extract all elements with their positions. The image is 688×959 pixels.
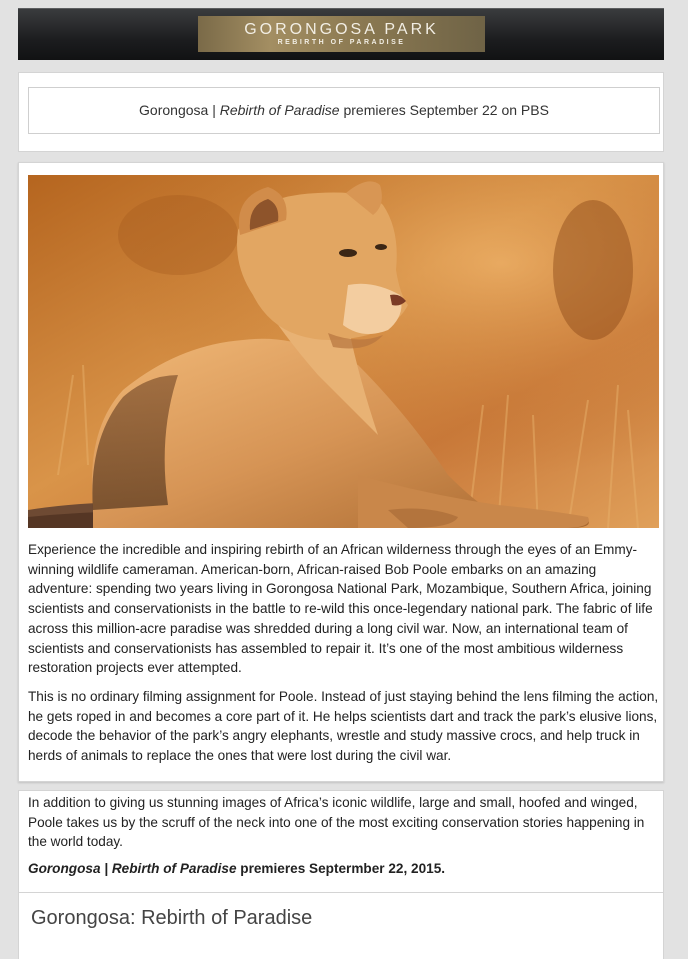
- article-card: [18, 162, 664, 782]
- premiere-banner: [28, 87, 660, 134]
- banner-show-title: Gorongosa: [139, 102, 209, 118]
- banner-separator: |: [208, 102, 220, 118]
- logo-subtitle: REBIRTH OF PARADISE: [277, 39, 406, 46]
- premiere-date-text: premieres Septermber 22, 2015.: [236, 861, 446, 876]
- article-paragraph-2: This is no ordinary filming assignment for Poole. Instead of just staying behind the lens filming the action, he gets roped in and becomes a core part of it. He helps scientists dart and track the park’s elusive lions, decode the behavior of the park’s angry elephants, wrestle and study massive crocs, and help truck in herds of animals to replace the ones that were lost during the civil war.: [28, 689, 659, 764]
- article-continuation-card: [18, 790, 664, 894]
- video-card[interactable]: [18, 892, 664, 959]
- gorongosa-park-logo[interactable]: [198, 16, 485, 52]
- premiere-show-title: Gorongosa | Rebirth of Paradise: [28, 861, 237, 876]
- site-header: [18, 8, 664, 60]
- banner-premiere-text: premieres September 22 on PBS: [339, 102, 549, 118]
- premiere-card: [18, 72, 664, 152]
- banner-episode-title: Rebirth of Paradise: [219, 102, 340, 118]
- page: [18, 0, 664, 959]
- hero-image: [28, 175, 659, 528]
- article-paragraph-3: In addition to giving us stunning images of Africa’s iconic wildlife, large and small, hoofed and winged, Poole takes us by the scruff of the neck into one of the most exciting conservation stories happening in the world today.: [28, 795, 645, 850]
- article-paragraph-1: Experience the incredible and inspiring rebirth of an African wilderness through the eyes of an Emmy-winning wildlife cameraman. American-born, African-raised Bob Poole embarks on an amazing adventure: spending two years living in Gorongosa National Park, Mozambique, Southern Africa, joining scientists and conservationists in the battle to re-wild this once-legendary national park. The fabric of life across this million-acre paradise was shredded during a long civil war. Now, an international team of scientists and conservationists has assembled to repair it. It’s one of the most ambitious wilderness restoration projects ever attempted.: [28, 542, 653, 676]
- lioness-photo: [28, 175, 659, 528]
- video-title[interactable]: Gorongosa: Rebirth of Paradise: [31, 907, 313, 929]
- logo-title: GORONGOSA PARK: [244, 21, 439, 38]
- premiere-date-line: [28, 861, 445, 876]
